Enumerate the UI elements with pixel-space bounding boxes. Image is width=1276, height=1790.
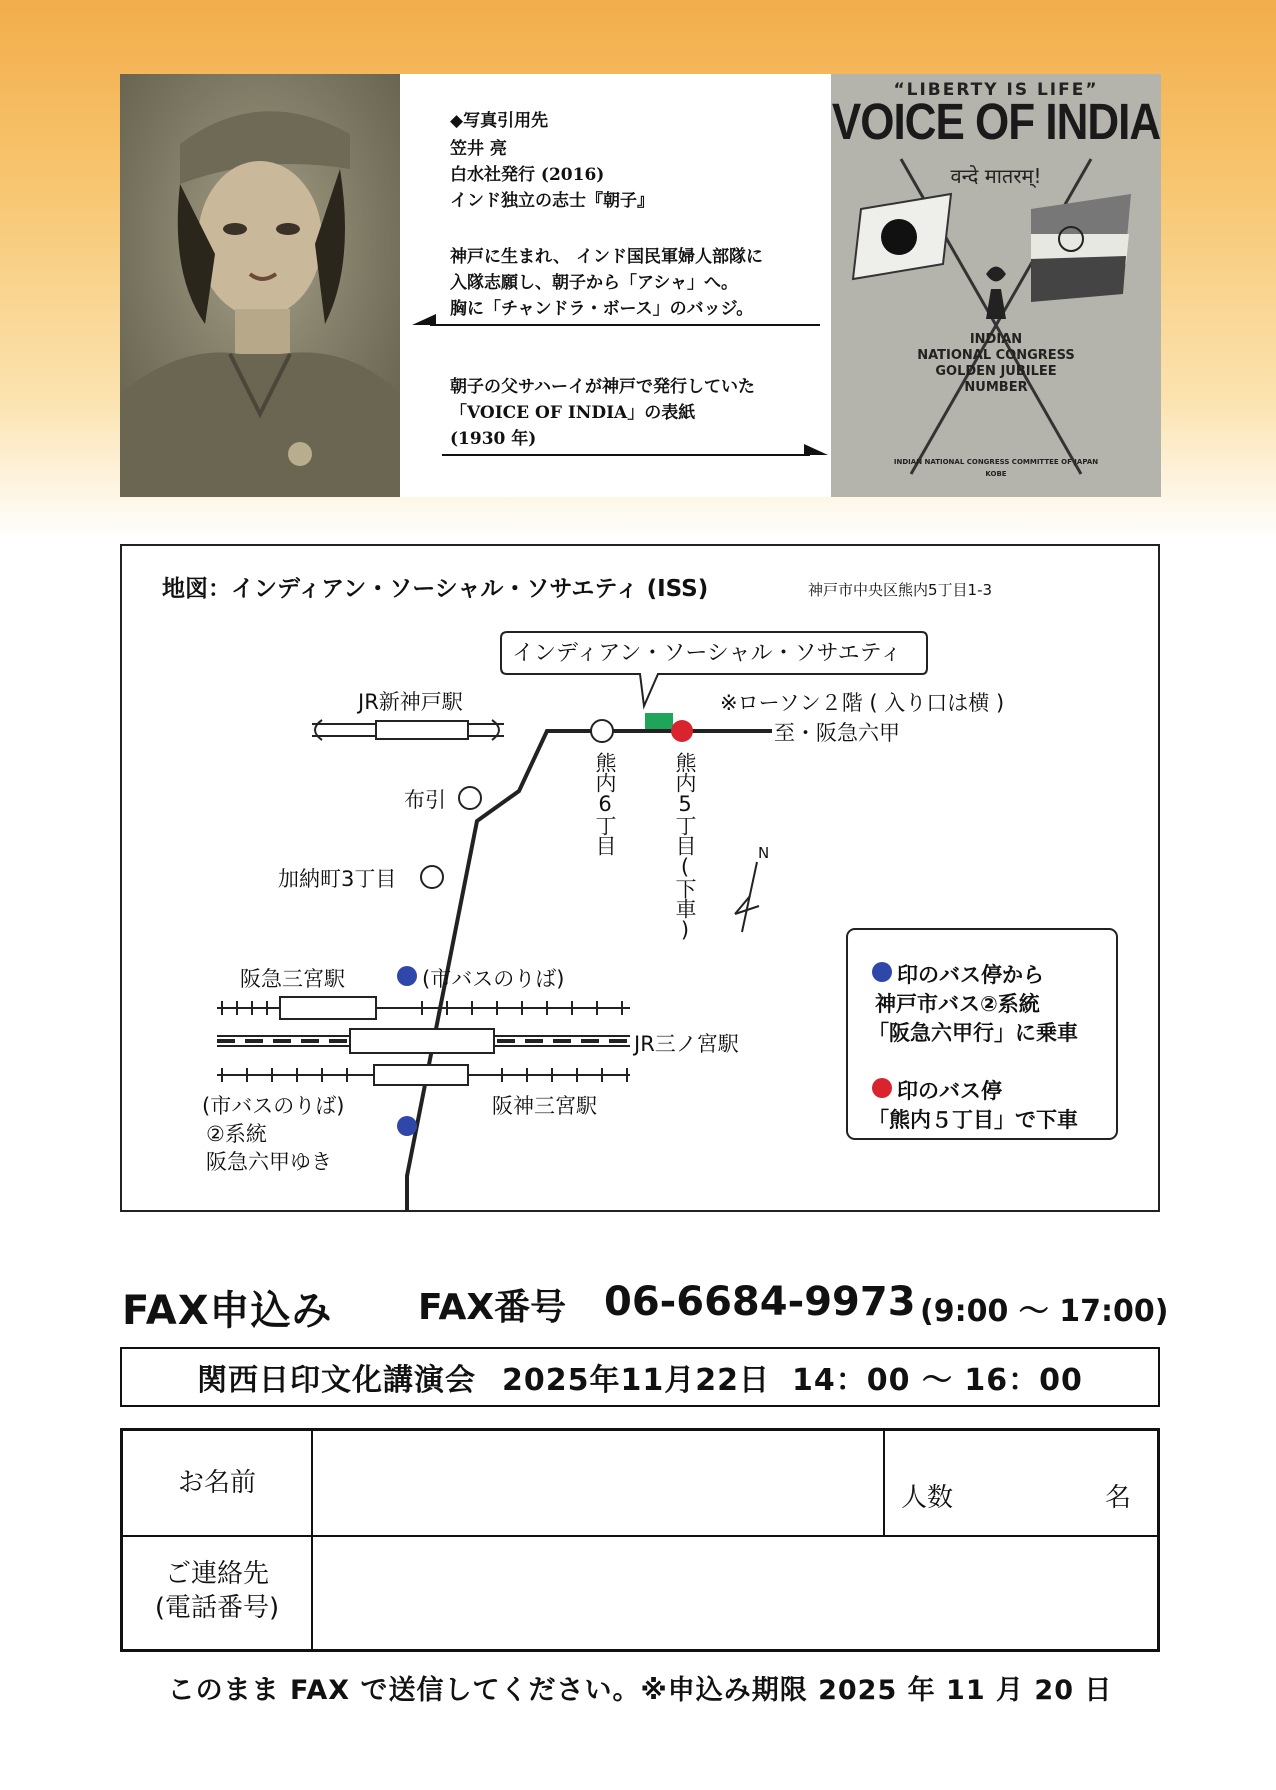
- right-photo-desc-1: 朝子の父サハーイが神戸で発行していた: [450, 377, 755, 397]
- right-photo-desc-3: (1930 年): [450, 429, 537, 449]
- north-arrow-icon: [735, 862, 759, 932]
- fax-hours: (9:00 ～ 17:00): [920, 1294, 1169, 1329]
- kumouchi5-label: 熊内5丁目(下車): [673, 752, 697, 941]
- source-author: 笠井 亮: [450, 139, 507, 159]
- portrait-illustration: [120, 74, 400, 497]
- iss-callout-label: インディアン・ソーシャル・ソサエティ: [512, 641, 902, 666]
- legend-red-line-2: 「熊内５丁目」で下車: [868, 1108, 1078, 1132]
- stop-nunobiki: [459, 787, 481, 809]
- attendee-count-unit: 名: [1105, 1483, 1132, 1513]
- cover-city: KOBE: [985, 470, 1007, 478]
- right-photo-desc-2: 「VOICE OF INDIA」の表紙: [450, 403, 696, 423]
- stop-bus-bottom: [397, 1116, 417, 1136]
- hankyu-line: [217, 1001, 630, 1015]
- cover-hindi: वन्दे मातरम्!: [950, 164, 1042, 188]
- cover-line-1: INDIAN: [969, 332, 1023, 347]
- fax-heading: FAX申込み: [122, 1288, 333, 1334]
- kano-label: 加納町3丁目: [278, 867, 397, 891]
- stop-bus-top: [397, 966, 417, 986]
- attendee-count-field[interactable]: [973, 1473, 1103, 1517]
- left-photo-desc-1: 神戸に生まれ、 インド国民軍婦人部隊に: [450, 247, 763, 267]
- hankyu-station-box: [280, 997, 376, 1019]
- cover-subtitle: [831, 332, 1161, 396]
- event-date: 2025年11月22日: [502, 1363, 771, 1398]
- name-field[interactable]: [315, 1433, 881, 1533]
- contact-phone-label: (電話番号): [154, 1593, 280, 1623]
- lawson-note: ※ローソン２階 ( 入り口は横 ): [720, 691, 1005, 715]
- event-time: 14：00 ～ 16：00: [792, 1363, 1083, 1398]
- cover-line-2: NATIONAL CONGRESS: [917, 348, 1075, 363]
- caption-heading: ◆写真引用先: [450, 111, 549, 131]
- portrait-photo: [120, 74, 400, 497]
- bus-stop-top-label: (市バスのりば): [422, 967, 565, 991]
- route-destination-label: 阪急六甲ゆき: [206, 1150, 332, 1174]
- stop-kumouchi5: [671, 720, 693, 742]
- hanshin-sannomiya-label: 阪神三宮駅: [492, 1094, 597, 1118]
- cover-line-4: NUMBER: [964, 380, 1028, 395]
- footer-instruction: このまま FAX で送信してください。※申込み期限 2025 年 11 月 20 日: [167, 1675, 1113, 1706]
- iss-building-marker: [645, 713, 673, 731]
- left-photo-desc-3: 胸に「チャンドラ・ボース」のバッジ。: [450, 299, 754, 319]
- photo-caption-panel: [400, 74, 831, 497]
- fax-number-label: FAX番号: [418, 1287, 567, 1328]
- nunobiki-label: 布引: [404, 788, 446, 812]
- application-form: [120, 1428, 1160, 1652]
- route-number-label: ②系統: [206, 1122, 267, 1146]
- source-publisher: 白水社発行 (2016): [450, 165, 605, 185]
- legend-blue-line-2: 神戸市バス②系統: [875, 992, 1040, 1016]
- bus-stop-bottom-label: (市バスのりば): [202, 1094, 345, 1118]
- cover-title: VOICE OF INDIA: [831, 94, 1161, 151]
- attendee-count-label: 人数: [901, 1483, 954, 1513]
- contact-phone-field[interactable]: [315, 1539, 1153, 1647]
- to-hankyu-rokko-label: 至・阪急六甲: [774, 721, 900, 745]
- fax-number: 06-6684-9973: [604, 1279, 916, 1325]
- hankyu-sannomiya-label: 阪急三宮駅: [240, 967, 345, 991]
- north-label: N: [758, 844, 770, 862]
- kumouchi6-label: 熊内6丁目: [593, 752, 617, 855]
- jr-sannomiya-label: JR三ノ宮駅: [634, 1032, 739, 1056]
- map-title: 地図：インディアン・ソーシャル・ソサエティ (ISS): [162, 576, 709, 602]
- event-name: 関西日印文化講演会: [197, 1363, 477, 1398]
- stop-kumouchi6: [591, 720, 613, 742]
- map-address: 神戸市中央区熊内5丁目1-3: [808, 581, 993, 599]
- contact-label: ご連絡先: [164, 1559, 269, 1589]
- event-banner: [120, 1347, 1160, 1407]
- jr-shinkobe-label: JR新神戸駅: [358, 690, 463, 714]
- arrow-right-icon: [440, 440, 830, 460]
- jr-station-box: [350, 1029, 494, 1053]
- stop-kano: [421, 866, 443, 888]
- source-book: インド独立の志士『朝子』: [450, 191, 654, 211]
- hanshin-station-box: [374, 1065, 468, 1085]
- name-label: お名前: [177, 1468, 256, 1498]
- legend-red-line-1: 印のバス停: [897, 1079, 1002, 1103]
- cover-line-3: GOLDEN JUBILEE: [935, 364, 1057, 379]
- legend-blue-line-1: 印のバス停から: [897, 963, 1044, 987]
- cover-motto: “LIBERTY IS LIFE”: [893, 80, 1099, 100]
- left-photo-desc-2: 入隊志願し、朝子から「アシャ」へ。: [450, 273, 738, 293]
- jr-shinkobe-station-box: [376, 721, 468, 739]
- legend-blue-line-3: 「阪急六甲行」に乗車: [868, 1021, 1078, 1045]
- cover-publisher: INDIAN NATIONAL CONGRESS COMMITTEE OF JAPAN: [893, 458, 1099, 466]
- arrow-left-icon: [410, 310, 830, 330]
- voice-of-india-cover: [831, 74, 1161, 497]
- access-map: [120, 544, 1160, 1212]
